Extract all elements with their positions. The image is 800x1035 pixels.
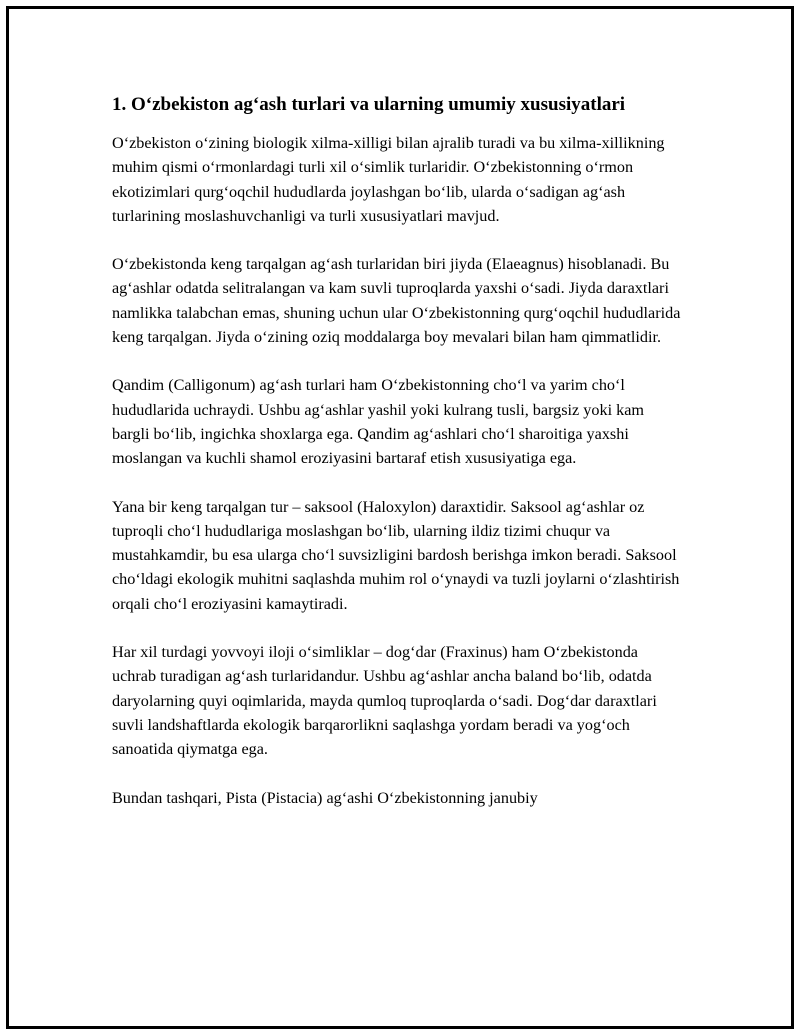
document-body — [112, 90, 682, 834]
paragraph-saksool: Yana bir keng tarqalgan tur – saksool (Haloxylon) daraxtidir. Saksool ag‘ashlar oz tuproqli cho‘l hududlariga moslashgan bo‘lib, ularning ildiz tizimi chuqur va mustahkamdir, bu esa ularga cho‘l suvsizligini bardosh berishga imkon beradi. Saksool cho‘ldagi ekologik muhitni saqlashda muhim rol o‘ynaydi va tuzli joylarni o‘zlashtirish orqali cho‘l eroziyasini kamaytiradi. — [112, 497, 680, 613]
paragraph-pista: Bundan tashqari, Pista (Pistacia) ag‘ashi O‘zbekistonning janubiy — [112, 788, 538, 807]
section-heading: 1. O‘zbekiston ag‘ash turlari va ularning umumiy xususiyatlari — [112, 94, 626, 115]
paragraph-jiyda: O‘zbekistonda keng tarqalgan ag‘ash turlaridan biri jiyda (Elaeagnus) hisoblanadi. Bu ag‘ashlar odatda selitralangan va kam suvli tuproqlarda yaxshi o‘sadi. Jiyda daraxtlari namlikka talabchan emas, shuning uchun ular O‘zbekistonning qurg‘oqchil hududlarida keng tarqalgan. Jiyda o‘zining oziq moddalarga boy mevalari bilan ham qimmatlidir. — [112, 255, 681, 347]
paragraph-intro: O‘zbekiston o‘zining biologik xilma-xilligi bilan ajralib turadi va bu xilma-xillikning muhim qismi o‘rmonlardagi turli xil o‘simlik turlaridir. O‘zbekistonning o‘rmon ekotizimlari qurg‘oqchil hududlarda joylashgan bo‘lib, ularda o‘sadigan ag‘ash turlarining moslashuvchanligi va turli xususiyatlari mavjud. — [112, 134, 665, 225]
paragraph-qandim: Qandim (Calligonum) ag‘ash turlari ham O‘zbekistonning cho‘l va yarim cho‘l hududlarida uchraydi. Ushbu ag‘ashlar yashil yoki kulrang tusli, bargsiz yoki kam bargli bo‘lib, ingichka shoxlarga ega. Qandim ag‘ashlari cho‘l sharoitiga yaxshi moslangan va kuchli shamol eroziyasini bartaraf etish xususiyatiga ega. — [112, 376, 644, 468]
paragraph-dogdar: Har xil turdagi yovvoyi iloji o‘simliklar – dog‘dar (Fraxinus) ham O‘zbekistonda uchrab turadigan ag‘ash turlaridandur. Ushbu ag‘ashlar ancha baland bo‘lib, odatda daryolarning quyi oqimlarida, mayda qumloq tuproqlarda o‘sadi. Dog‘dar daraxtlari suvli landshaftlarda ekologik barqarorlikni saqlashga yordam beradi va yog‘och sanoatida qiymatga ega. — [112, 643, 657, 759]
